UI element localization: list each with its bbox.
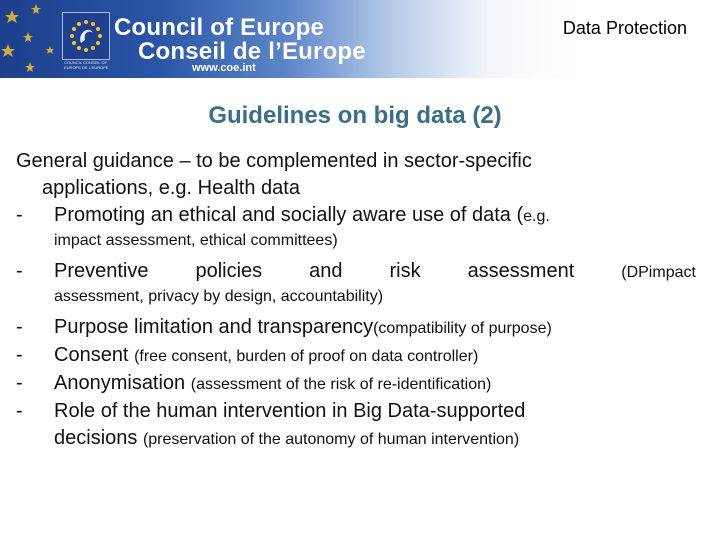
item-sub-text: impact assessment, ethical committees) <box>54 232 338 249</box>
bullet-dash: - <box>16 344 23 366</box>
item-main-text: Role of the human intervention in Big Data-supported <box>54 400 526 422</box>
bullet-dash: - <box>16 372 23 394</box>
list-item <box>16 258 696 308</box>
bullet-dash: - <box>16 316 23 338</box>
council-of-europe-logo <box>62 12 110 60</box>
section-label: Data Protection <box>562 18 687 38</box>
list-item <box>16 202 696 252</box>
item-small-text: (assessment of the risk of re-identification) <box>190 376 492 393</box>
item-sub-text: assessment, privacy by design, accountability) <box>54 288 384 305</box>
header-banner <box>0 0 720 78</box>
item-word: risk <box>389 260 421 282</box>
list-item <box>16 398 696 453</box>
bullet-dash: - <box>16 400 23 422</box>
item-word: policies <box>195 260 263 282</box>
item-word: and <box>309 260 343 282</box>
org-url: www.coe.int <box>192 62 256 74</box>
item-justified-line <box>54 258 696 286</box>
item-main-text: Consent <box>54 344 135 366</box>
item-small-text: (free consent, burden of proof on data controller) <box>134 348 479 365</box>
item-word: Preventive <box>54 260 149 282</box>
logo-small-text: COUNCIL CONSEIL OF EUROPE DE L'EUROPE <box>64 60 109 70</box>
item-word: assessment <box>467 260 575 282</box>
bullet-dash: - <box>16 204 23 226</box>
item-small-text: (preservation of the autonomy of human intervention) <box>142 431 520 448</box>
list-item <box>16 370 696 398</box>
intro-line-2: applications, e.g. Health data <box>42 177 300 199</box>
intro-paragraph <box>16 148 696 202</box>
list-item <box>16 342 696 370</box>
stars-circle-icon <box>63 13 109 59</box>
item-main-text: Anonymisation <box>54 372 191 394</box>
list-item <box>16 314 696 342</box>
item-small-text: (compatibility of purpose) <box>373 320 552 337</box>
intro-line-1: General guidance – to be complemented in sector-specific <box>16 150 532 172</box>
item-main-text: Promoting an ethical and socially aware use of data ( <box>54 204 524 226</box>
slide-body <box>16 148 696 453</box>
item-small-text: (DPimpact <box>621 264 696 281</box>
org-name-fr: Conseil de l’Europe <box>138 38 366 65</box>
item-main-text: Purpose limitation and transparency <box>54 316 374 338</box>
item-line2-main: decisions <box>54 427 143 449</box>
bullet-dash: - <box>16 260 23 282</box>
slide-title: Guidelines on big data (2) <box>208 102 502 129</box>
item-small-text: e.g. <box>523 208 550 225</box>
org-name-en: Council of Europe <box>114 14 325 41</box>
